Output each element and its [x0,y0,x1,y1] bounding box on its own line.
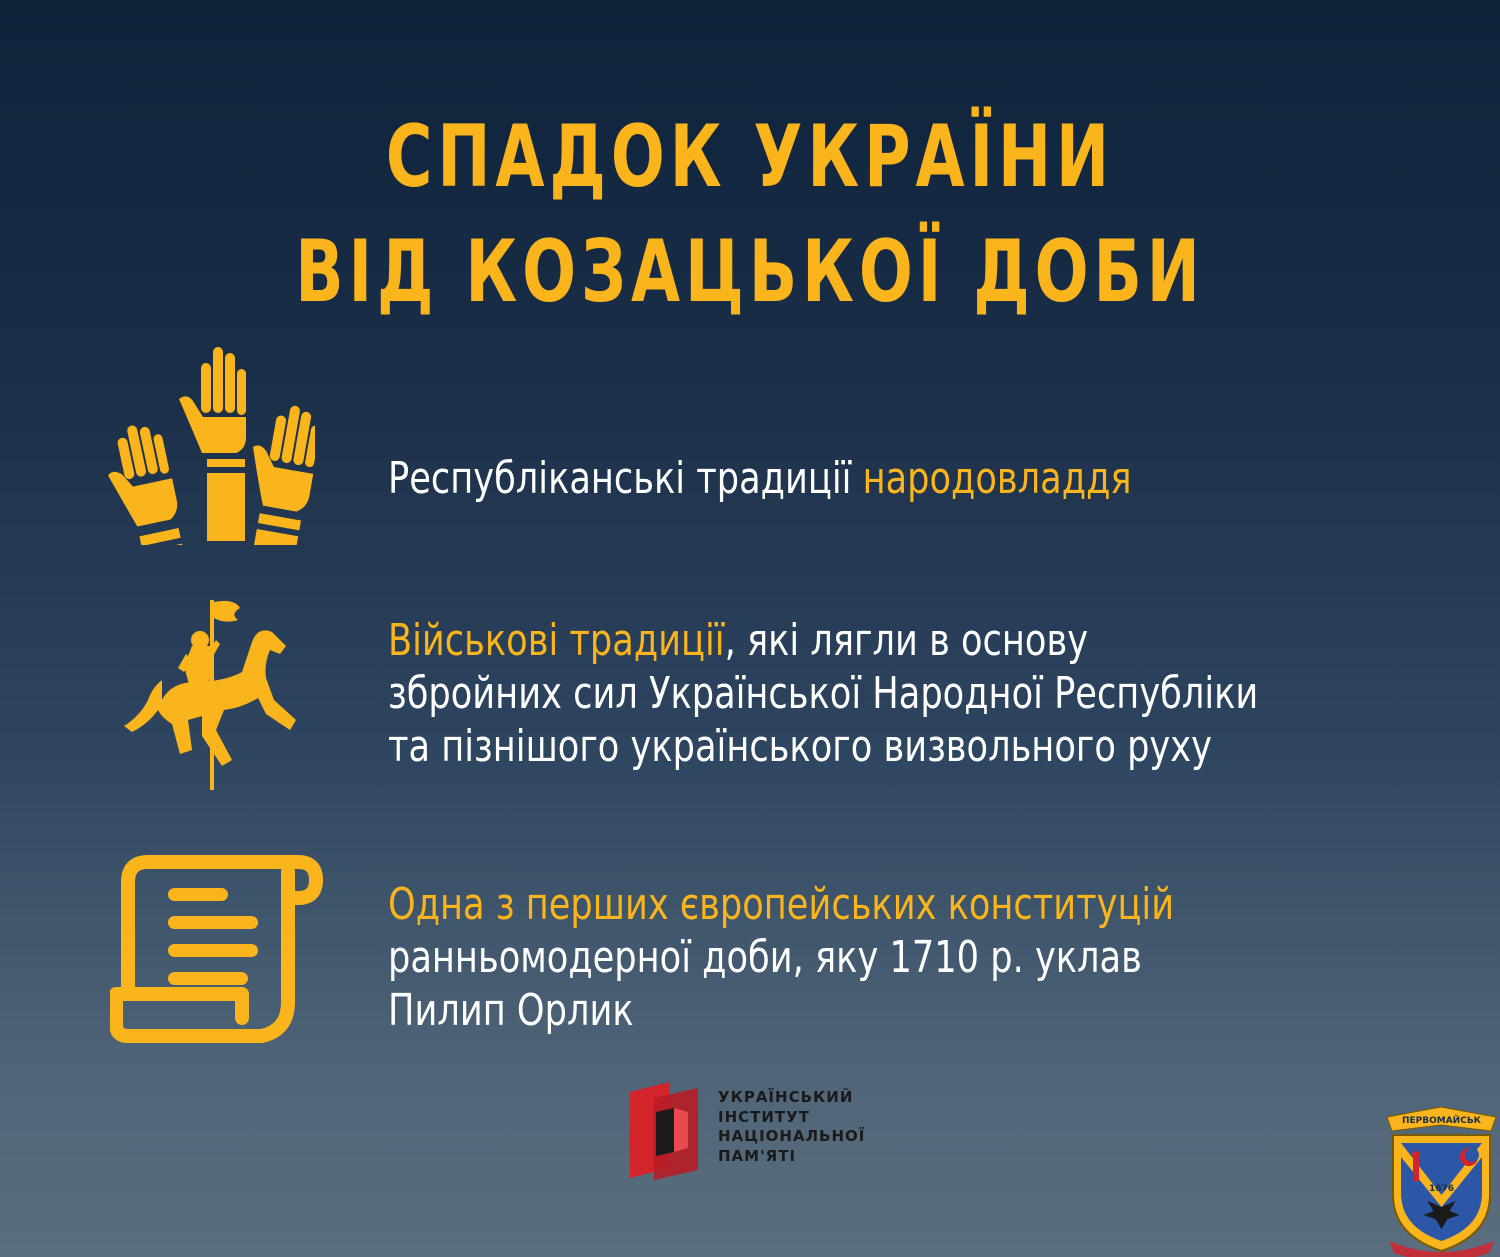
item-2-line-2: збройних сил Української Народної Республіки [388,668,1259,719]
item-2-text [388,614,1258,773]
item-1-text [388,452,1132,505]
item-2-line-3: та пізнішого українського визвольного руху [388,721,1212,772]
institute-line-2: ІНСТИТУТ [718,1107,810,1126]
item-3-line-3: Пилип Орлик [388,985,634,1036]
institute-name [718,1088,865,1166]
title-line-2: ВІД КОЗАЦЬКОЇ ДОБИ [295,222,1205,322]
item-3-text [388,878,1174,1037]
institute-line-4: ПАМ'ЯТІ [718,1146,797,1165]
institute-line-1: УКРАЇНСЬКИЙ [718,1088,854,1106]
institute-logo-icon [630,1082,706,1180]
item-3-line-2: ранньомодерної доби, яку 1710 р. уклав [388,932,1142,983]
cossack-horseman-icon [122,596,297,796]
item-3-line-1: Одна з перших європейських конституцій [388,879,1175,930]
emblem-year: 1676 [1428,1184,1455,1194]
raised-hands-icon [105,345,315,545]
item-2-line-1: Військові традиції, які лягли в основу [388,615,1089,666]
page-title [0,100,1500,330]
scroll-document-icon [110,852,325,1047]
item-1-line-1: Республіканські традиції народовладдя [388,453,1132,504]
institute-line-3: НАЦІОНАЛЬНОЇ [718,1127,866,1145]
title-line-1: СПАДОК УКРАЇНИ [385,107,1115,207]
city-coat-of-arms-icon [1383,1103,1500,1257]
emblem-city-label: ПЕРВОМАЙСЬК [1401,1116,1482,1126]
